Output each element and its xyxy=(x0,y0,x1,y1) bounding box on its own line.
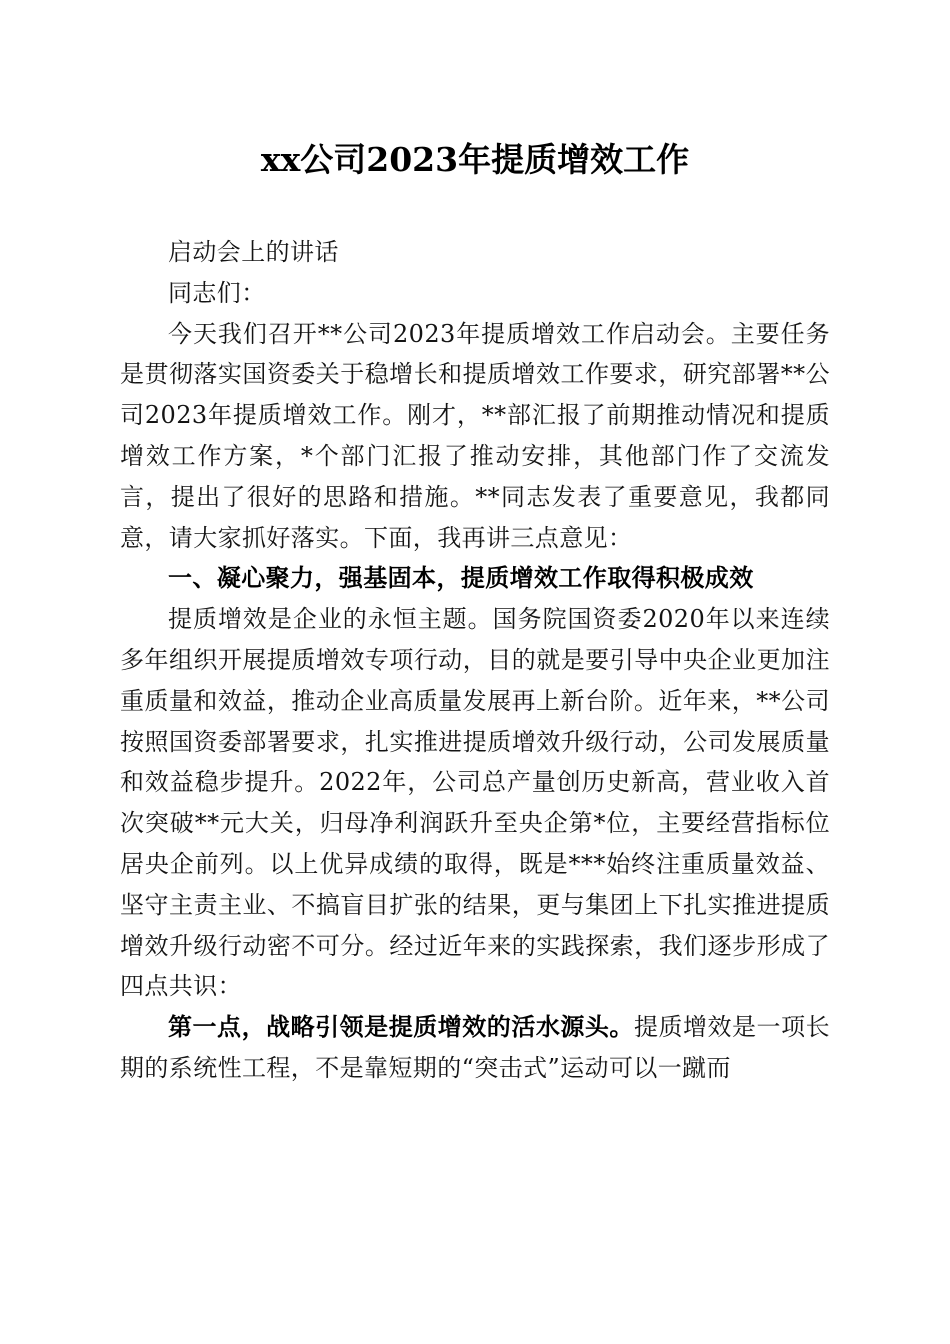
salutation: 同志们： xyxy=(168,278,266,307)
paragraph-achievements: 提质增效是企业的永恒主题。国务院国资委2020年以来连续多年组织开展提质增效专项行动，目的就是要引导中央企业更加注重质量和效益，推动企业高质量发展再上新台阶。近年来，**公司按照国资委部署要求，扎实推进提质增效升级行动，公司发展质量和效益稳步提升。2022年，公司总产量创历史新高，营业收入首次突破**元大关，归母净利润跃升至央企第*位，主要经营指标位居央企前列。以上优异成绩的取得，既是***始终注重质量效益、坚守主责主业、不搞盲目扩张的结果，更与集团上下扎实推进提质增效升级行动密不可分。经过近年来的实践探索，我们逐步形成了四点共识： xyxy=(120,605,830,1001)
document-title: xx公司2023年提质增效工作 xyxy=(260,140,690,179)
paragraph-consensus-1 xyxy=(120,1007,830,1089)
section-heading-1: 一、凝心聚力，强基固本，提质增效工作取得积极成效 xyxy=(168,563,754,593)
paragraph-continuation: 提质增效是一项长期的系统性工程，不是靠短期的“突击式”运动可以一蹴而 xyxy=(120,1013,830,1082)
subtitle: 启动会上的讲话 xyxy=(168,238,339,266)
document-body xyxy=(120,232,830,1089)
paragraph-opening: 今天我们召开**公司2023年提质增效工作启动会。主要任务是贯彻落实国资委关于稳增长和提质增效工作要求，研究部署**公司2023年提质增效工作。刚才，**部汇报了前期推动情况和提质增效工作方案，*个部门汇报了推动安排，其他部门作了交流发言，提出了很好的思路和措施。**同志发表了重要意见，我都同意，请大家抓好落实。下面，我再讲三点意见： xyxy=(120,319,830,552)
paragraph-lead: 第一点，战略引领是提质增效的活水源头。 xyxy=(168,1012,634,1042)
